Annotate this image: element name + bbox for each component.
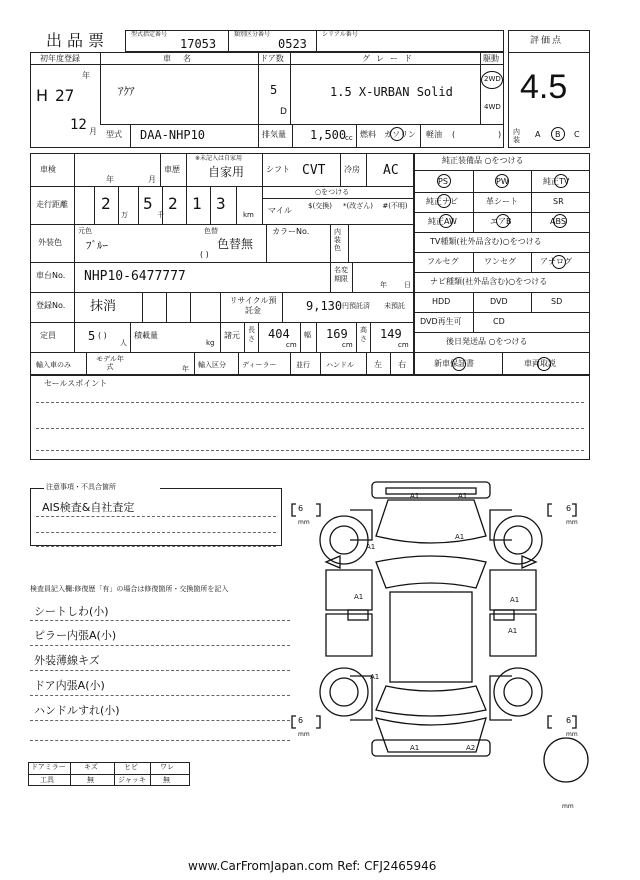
missing-value-2: ジャッキ [118,776,146,784]
mark-rear-left: A1 [370,673,380,681]
class-value: 0523 [278,37,307,51]
model-label: 型式 [106,130,122,139]
score-value: 4.5 [520,68,568,106]
dim-label: 諸元 [224,331,240,340]
mark-right-door: A1 [510,596,520,604]
tire-rl-depth: 6 [298,716,304,725]
mileage-unit: km [243,211,254,219]
displacement-unit: cc [345,134,353,142]
equip-airbag: エアB [490,217,512,226]
displacement-label: 排気量 [262,130,286,139]
doors-label: ドア数 [260,54,284,63]
equip-ps-circle [437,174,451,188]
recycle-value: 9,130 [306,299,343,313]
score-label: 評価点 [530,36,564,46]
color-code-label: カラーNo. [272,227,310,236]
tv-analog-circle [552,255,566,269]
mileage-digit-1: 2 [101,194,111,213]
fuel-label: 燃料 [360,130,376,139]
dealer-label: ディーラー [242,361,277,369]
equip-pw-circle [495,174,509,188]
drive-label: 駆動 [483,54,499,63]
interior-c: C [574,130,580,139]
missing-header-1: キズ [84,763,98,771]
equip-ps: PS [438,177,448,186]
mark-front-left: A1 [366,543,376,551]
model-cert-label: 型式指定番号 [131,31,168,38]
car-damage-diagram [290,470,590,810]
mark-hood: A1 [455,533,465,541]
name-change-year: 年 [380,281,387,289]
sheet-title: 出品票 [46,31,110,50]
interior-b: B [555,130,561,139]
mark-left-door: A1 [354,593,364,601]
door-type: D [280,107,287,117]
recycle-status: 円預託済 [342,302,370,310]
missing-header-0: ドアミラー [31,763,66,771]
nav-hdd: HDD [432,297,451,306]
equip-aw-circle [439,214,453,228]
later-warranty: 新車保証書 [434,359,474,368]
tire-fr-unit: mm [566,519,578,526]
capacity-value: 5 [88,329,96,343]
equip-tv: 純正TV [543,177,570,186]
import-type-label: 輸入区分 [198,361,226,369]
shift-value: CVT [302,163,326,178]
orig-color-value: ﾌﾞﾙｰ [86,239,108,252]
tire-fr-depth: 6 [566,504,572,513]
length-value: 404 [268,327,290,341]
parallel-label: 並行 [296,361,310,369]
width-cm: cm [342,341,353,349]
first-reg-label: 初年度登録 [40,54,80,63]
missing-value-1: 無 [87,776,94,784]
mileage-label: 走行距離 [36,200,68,209]
mileage-digit-4: 1 [192,194,202,213]
model-year-label: モデル年式 [96,355,124,371]
equip-abs: ABS [550,217,566,226]
name-change-day: 日 [404,281,411,289]
cool-label: 冷房 [344,165,360,174]
defect-2: ピラー内張A(小) [34,629,117,642]
interior-circle-mark [551,127,565,141]
drive-4wd: 4WD [484,103,501,111]
equip-airbag-circle [496,214,510,228]
load-unit: kg [206,339,215,347]
chassis-value: NHP10-6477777 [84,269,186,284]
nav-dvd-play: DVD再生可 [420,317,462,326]
length-cm: cm [286,341,297,349]
drive-2wd: 2WD [484,75,501,83]
year-value: 27 [55,86,75,105]
class-label: 類別区分番号 [234,31,271,38]
mileage-man: 万 [121,211,128,219]
mark-right-rear-door: A1 [508,627,518,635]
fuel-gas: ガソリン [384,130,416,139]
later-manual-circle [537,357,551,371]
notes-header: 注意事項・不具合箇所 [46,483,116,491]
drive-circle-mark [481,71,503,89]
notes-box [30,488,282,546]
equip-navi: 純正ナビ [426,197,458,206]
height-value: 149 [380,327,402,341]
handle-label: ハンドル [326,361,354,369]
model-year-unit: 年 [182,365,189,373]
import-label: 輸入車のみ [36,361,71,369]
mark-front-bumper-r: A1 [458,492,468,500]
cool-value: AC [383,163,399,178]
mark-rear-bumper-r: A2 [466,744,476,752]
height-cm: cm [398,341,409,349]
name-change-label: 名変期限 [334,266,348,283]
grade-label: グレード [362,54,418,63]
later-warranty-circle [452,357,466,371]
mile-label: マイル [268,206,292,215]
exchange-label: $(交換) [308,202,332,210]
equip-sr: SR [553,197,564,206]
tv-analog: アナログ [540,257,572,266]
capacity-unit: 人 [120,339,127,347]
mileage-digit-5: 3 [216,194,226,213]
tire-fl-depth: 6 [298,504,304,513]
missing-value-0: 工具 [40,776,54,784]
missing-header-3: ワレ [160,763,174,771]
mark-rear-bumper-l: A1 [410,744,420,752]
right-label: 右 [398,360,406,369]
equip-leather: 革シート [486,197,518,206]
inspection-month-unit: 月 [148,175,156,184]
defect-5: ハンドルすれ(小) [34,704,120,717]
later-header: 後日発送品 ○をつける [446,337,528,346]
fuel-diesel: 軽油 [426,130,442,139]
nav-dvd: DVD [490,297,508,306]
month-value: 12 [70,117,87,133]
unknown-label: #(不明) [382,202,408,210]
history-label: 車歴 [164,165,180,174]
era-value: H [36,86,49,105]
reg-label: 登録No. [36,301,66,310]
fuel-circle-mark [390,127,404,141]
chassis-label: 車台No. [36,271,66,280]
equip-aw: 純正AW [428,217,457,226]
color-change-label: 色替 [204,227,218,235]
displacement-value: 1,500 [310,128,347,142]
equip-pw: PW [496,177,509,186]
mileage-circle-hint: ○をつける [315,188,350,196]
car-name-label: 車名 [163,54,203,63]
color-change-value: 色替無 [217,237,254,251]
height-label: 高さ [360,326,367,343]
footer-ref: www.CarFromJapan.com Ref: CFJ2465946 [188,859,437,873]
grade-value: 1.5 X-URBAN Solid [330,85,453,99]
tv-fullseg: フルセグ [427,257,459,266]
recycle-label: リサイクル預託金 [229,296,277,315]
defect-3: 外装薄線キズ [34,654,100,667]
load-label: 積載量 [134,331,158,340]
recycle-no: 未預託 [384,302,405,310]
tv-oneseg: ワンセグ [484,257,516,266]
tamper-label: *(改ざん) [343,202,373,210]
defect-4: ドア内張A(小) [34,679,105,692]
tv-header: TV種類(社外品含む)○をつける [430,237,542,246]
sales-point-box [30,375,590,460]
model-cert-value: 17053 [180,37,217,51]
model-value: DAA-NHP10 [140,128,206,142]
width-value: 169 [326,327,348,341]
defect-1: シートしわ(小) [34,605,109,618]
doors-value: 5 [270,83,278,97]
interior-label: 内装 [513,128,520,144]
sales-point-label: セールスポイント [44,379,108,388]
equip-tv-circle [554,174,568,188]
missing-header-2: ヒビ [124,763,138,771]
interior-a: A [535,130,541,139]
tire-fl-unit: mm [298,519,310,526]
mark-front-bumper-l: A1 [410,492,420,500]
car-name-value: ｱｸｱ [118,85,135,98]
orig-color-label: 元色 [78,227,92,235]
notes-line-1: AIS検査&自社査定 [42,501,135,514]
history-value: 自家用 [208,165,245,179]
mileage-digit-3: 2 [168,194,178,213]
nav-cd: CD [493,317,505,326]
month-unit: 月 [89,127,97,136]
genuine-header: 純正装備品 ○をつける [442,156,524,165]
color-label: 外装色 [38,238,62,247]
inspection-year-unit: 年 [106,175,114,184]
equip-abs-circle [553,214,567,228]
length-label: 長さ [248,326,255,343]
later-manual: 車両取説 [524,359,556,368]
mileage-digit-2: 5 [143,194,153,213]
inspector-note: 検査員記入欄:修復歴「有」の場合は修復箇所・交換箇所を記入 [30,585,229,593]
interior-color-label: 内装色 [334,228,341,252]
spare-tire-unit: mm [562,803,574,810]
inspection-label: 車検 [40,165,56,174]
color-paren: ( ) [200,250,209,259]
mileage-sen: 千 [157,211,164,219]
missing-value-3: 無 [163,776,170,784]
nav-header: ナビ種類(社外品含む)○をつける [430,277,548,286]
serial-label: シリアル番号 [322,31,358,38]
capacity-label: 定員 [40,331,56,340]
reg-value: 抹消 [90,299,117,314]
tire-rr-unit: mm [566,731,578,738]
year-unit: 年 [82,71,90,80]
tire-rl-unit: mm [298,731,310,738]
history-note: ※未記入は自家用 [195,155,243,162]
width-label: 幅 [304,331,311,339]
left-label: 左 [374,360,382,369]
nav-sd: SD [551,297,563,306]
shift-label: シフト [266,165,290,174]
tire-rr-depth: 6 [566,716,572,725]
equip-navi-circle [437,194,451,208]
